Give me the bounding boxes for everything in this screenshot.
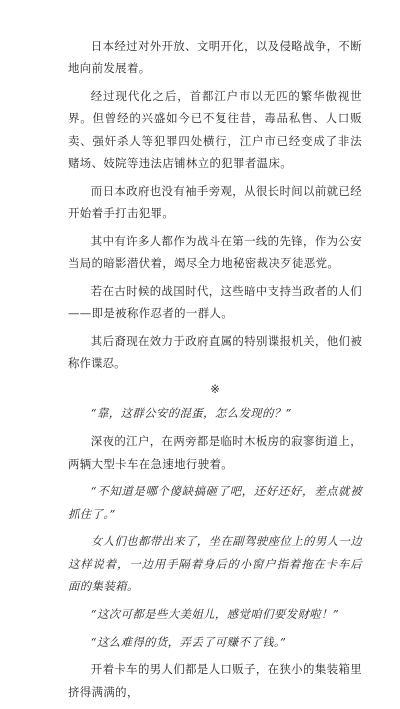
paragraph-10: 女人们也都带出来了，坐在副驾驶座位上的男人一边这样说着，一边用手隔着身后的小窗户指着拖在卡车后面的集装箱。 xyxy=(68,534,362,594)
paragraph-12: “这么难得的货，弄丢了可赚不了钱。” xyxy=(90,634,287,649)
section-separator: ※ xyxy=(210,382,220,397)
paragraph-6: 其后裔现在效力于政府直属的特别谍报机关，他们被称作谍忍。 xyxy=(68,334,362,371)
paragraph-13: 开着卡车的男人们都是人口贩子，在狭小的集装箱里挤得满满的， xyxy=(68,662,362,699)
paragraph-9: “不知道是哪个傻缺搞砸了吧，还好还好，差点就被抓住了。” xyxy=(68,484,362,521)
paragraph-3: 而日本政府也没有袖手旁观，从很长时间以前就已经开始着手打击犯罪。 xyxy=(68,183,362,221)
paragraph-1: 日本经过对外开放、文明开化，以及侵略战争，不断地向前发展着。 xyxy=(68,39,362,76)
paragraph-4: 其中有许多人都作为战斗在第一线的先锋，作为公安当局的暗影潜伏着，竭尽全力地秘密裁决歹徒恶党。 xyxy=(68,233,362,271)
paragraph-11: “这次可都是些大美姐儿，感觉咱们要发财啦！” xyxy=(90,606,340,621)
paragraph-7: “靠，这群公安的混蛋，怎么发现的？” xyxy=(90,406,292,421)
paragraph-2: 经过现代化之后，首都江户市以无匹的繁华傲视世界。但曾经的兴盛如今已不复往昔，毒品私售、人口贩卖、强奸杀人等犯罪四处横行，江户市已经变成了非法赌场、妓院等违法店铺林立的犯罪者温床。 xyxy=(68,89,362,170)
paragraph-8: 深夜的江户，在两旁都是临时木板房的寂寥街道上，两辆大型卡车在急速地行驶着。 xyxy=(68,434,362,471)
body-text xyxy=(68,35,362,709)
paragraph-5: 若在古时候的战国时代，这些暗中支持当政者的人们——即是被称作忍者的一群人。 xyxy=(68,283,362,321)
